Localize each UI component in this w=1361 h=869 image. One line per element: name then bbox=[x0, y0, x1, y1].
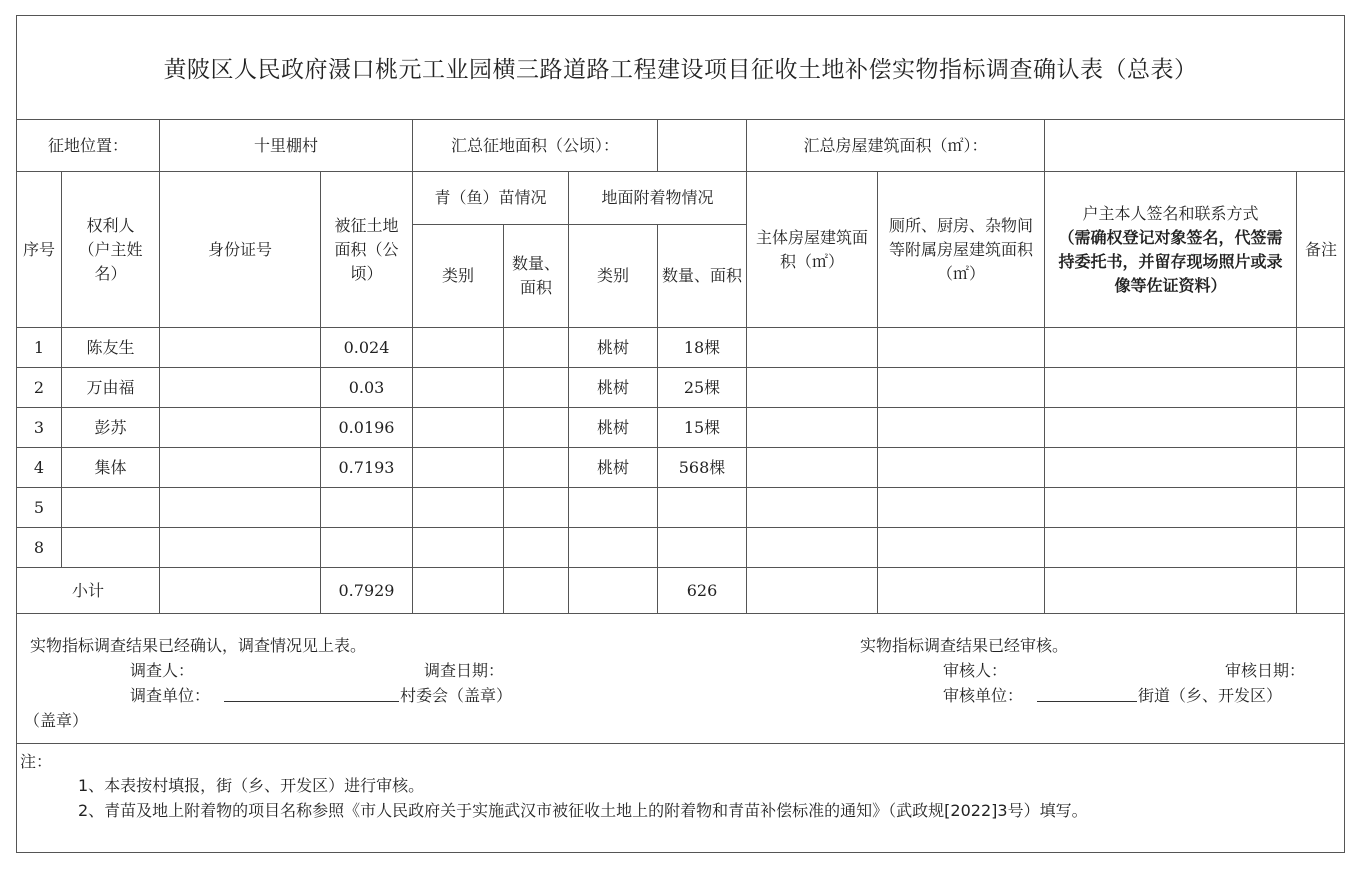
header-owner: 权利人（户主姓名） bbox=[62, 172, 160, 328]
row-remarks bbox=[1297, 528, 1345, 568]
subtotal-id bbox=[160, 568, 321, 614]
row-owner bbox=[62, 488, 160, 528]
surveyor-label: 调查人： bbox=[130, 661, 195, 680]
row-att-type bbox=[569, 488, 658, 528]
page-title: 黄陂区人民政府滠口桃元工业园横三路道路工程建设项目征收土地补偿实物指标调查确认表（总表） bbox=[17, 16, 1344, 120]
header-seed-category: 类别 bbox=[413, 225, 504, 328]
row-owner bbox=[62, 528, 160, 568]
survey-date-label: 调查日期： bbox=[424, 661, 505, 680]
location-label: 征地位置： bbox=[17, 120, 160, 172]
subtotal-seed-qty bbox=[504, 568, 569, 614]
subtotal-aux bbox=[878, 568, 1045, 614]
header-aux-house: 厕所、厨房、杂物间等附属房屋建筑面积（㎡） bbox=[878, 172, 1045, 328]
row-main-house bbox=[747, 368, 878, 408]
row-seed-cat bbox=[413, 408, 504, 448]
row-att-type: 桃树 bbox=[569, 448, 658, 488]
row-owner: 集体 bbox=[62, 448, 160, 488]
notes-divider bbox=[16, 743, 1345, 744]
row-main-house bbox=[747, 448, 878, 488]
row-remarks bbox=[1297, 488, 1345, 528]
row-id bbox=[160, 328, 321, 368]
header-id: 身份证号 bbox=[160, 172, 321, 328]
row-area: 0.0196 bbox=[321, 408, 413, 448]
street-seal: 街道（乡、开发区） bbox=[1138, 686, 1283, 705]
row-seed-qty bbox=[504, 368, 569, 408]
row-signature bbox=[1045, 408, 1297, 448]
row-signature bbox=[1045, 368, 1297, 408]
survey-unit-underline bbox=[224, 701, 399, 702]
row-seed-qty bbox=[504, 528, 569, 568]
row-signature bbox=[1045, 448, 1297, 488]
location-value: 十里棚村 bbox=[160, 120, 413, 172]
row-seed-qty bbox=[504, 408, 569, 448]
row-att-qty: 15棵 bbox=[658, 408, 747, 448]
row-aux-house bbox=[878, 448, 1045, 488]
row-seed-cat bbox=[413, 448, 504, 488]
row-id bbox=[160, 368, 321, 408]
subtotal-att-qty: 626 bbox=[658, 568, 747, 614]
row-main-house bbox=[747, 528, 878, 568]
village-seal: 村委会（盖章） bbox=[400, 686, 513, 705]
row-remarks bbox=[1297, 328, 1345, 368]
note-item-2: 2、青苗及地上附着物的项目名称参照《市人民政府关于实施武汉市被征收土地上的附着物和青苗补偿标准的通知》（武政规[2022]3号）填写。 bbox=[78, 801, 1088, 820]
row-id bbox=[160, 448, 321, 488]
row-seed-qty bbox=[504, 328, 569, 368]
header-seq: 序号 bbox=[17, 172, 62, 328]
signature-title: 户主本人签名和联系方式 bbox=[1082, 203, 1259, 223]
row-area: 0.7193 bbox=[321, 448, 413, 488]
row-seq: 1 bbox=[17, 328, 62, 368]
row-att-qty: 25棵 bbox=[658, 368, 747, 408]
row-signature bbox=[1045, 488, 1297, 528]
row-seq: 5 bbox=[17, 488, 62, 528]
row-remarks bbox=[1297, 448, 1345, 488]
row-id bbox=[160, 408, 321, 448]
review-statement: 实物指标调查结果已经审核。 bbox=[860, 636, 1069, 655]
row-seq: 2 bbox=[17, 368, 62, 408]
row-main-house bbox=[747, 488, 878, 528]
total-area-value bbox=[658, 120, 747, 172]
row-att-type bbox=[569, 528, 658, 568]
subtotal-main bbox=[747, 568, 878, 614]
row-remarks bbox=[1297, 368, 1345, 408]
row-seed-cat bbox=[413, 368, 504, 408]
header-att-category: 类别 bbox=[569, 225, 658, 328]
review-unit-label: 审核单位： bbox=[943, 686, 1024, 705]
total-building-label: 汇总房屋建筑面积（㎡）： bbox=[747, 120, 1045, 172]
row-signature bbox=[1045, 528, 1297, 568]
note-item-1: 1、本表按村填报，街（乡、开发区）进行审核。 bbox=[78, 776, 425, 795]
row-remarks bbox=[1297, 408, 1345, 448]
row-seed-cat bbox=[413, 328, 504, 368]
signature-note: （需确权登记对象签名，代签需持委托书，并留存现场照片或录像等佐证资料） bbox=[1058, 227, 1283, 295]
confirm-statement: 实物指标调查结果已经确认，调查情况见上表。 bbox=[30, 636, 367, 655]
row-att-qty bbox=[658, 488, 747, 528]
total-area-label: 汇总征地面积（公顷）： bbox=[413, 120, 658, 172]
subtotal-sign bbox=[1045, 568, 1297, 614]
row-owner: 彭苏 bbox=[62, 408, 160, 448]
survey-unit-label: 调查单位： bbox=[130, 686, 211, 705]
row-area bbox=[321, 528, 413, 568]
header-seedlings: 青（鱼）苗情况 bbox=[413, 172, 569, 225]
row-owner: 陈友生 bbox=[62, 328, 160, 368]
total-building-value bbox=[1045, 120, 1345, 172]
subtotal-remarks bbox=[1297, 568, 1345, 614]
notes-label: 注： bbox=[20, 752, 53, 771]
row-seq: 4 bbox=[17, 448, 62, 488]
row-seed-qty bbox=[504, 488, 569, 528]
row-att-type: 桃树 bbox=[569, 408, 658, 448]
row-main-house bbox=[747, 328, 878, 368]
review-date-label: 审核日期： bbox=[1225, 661, 1306, 680]
reviewer-label: 审核人： bbox=[943, 661, 1008, 680]
row-id bbox=[160, 488, 321, 528]
subtotal-label: 小计 bbox=[17, 568, 160, 614]
header-att-qty: 数量、面积 bbox=[658, 225, 747, 328]
row-aux-house bbox=[878, 528, 1045, 568]
row-area bbox=[321, 488, 413, 528]
row-att-qty bbox=[658, 528, 747, 568]
header-main-house: 主体房屋建筑面积（㎡） bbox=[747, 172, 878, 328]
row-seed-cat bbox=[413, 528, 504, 568]
row-owner: 万由福 bbox=[62, 368, 160, 408]
row-id bbox=[160, 528, 321, 568]
row-att-type: 桃树 bbox=[569, 368, 658, 408]
subtotal-att-cat bbox=[569, 568, 658, 614]
row-aux-house bbox=[878, 328, 1045, 368]
subtotal-area: 0.7929 bbox=[321, 568, 413, 614]
header-attachments: 地面附着物情况 bbox=[569, 172, 747, 225]
row-aux-house bbox=[878, 488, 1045, 528]
row-seed-qty bbox=[504, 448, 569, 488]
row-seq: 3 bbox=[17, 408, 62, 448]
seal-label: （盖章） bbox=[24, 711, 89, 730]
row-att-type: 桃树 bbox=[569, 328, 658, 368]
header-signature bbox=[1045, 172, 1297, 328]
row-att-qty: 18棵 bbox=[658, 328, 747, 368]
header-seed-qty: 数量、面积 bbox=[504, 225, 569, 328]
row-seq: 8 bbox=[17, 528, 62, 568]
row-signature bbox=[1045, 328, 1297, 368]
subtotal-seed-cat bbox=[413, 568, 504, 614]
row-area: 0.03 bbox=[321, 368, 413, 408]
review-unit-underline bbox=[1037, 701, 1137, 702]
row-aux-house bbox=[878, 368, 1045, 408]
row-seed-cat bbox=[413, 488, 504, 528]
row-att-qty: 568棵 bbox=[658, 448, 747, 488]
header-land-area: 被征土地面积（公顷） bbox=[321, 172, 413, 328]
row-area: 0.024 bbox=[321, 328, 413, 368]
header-remarks: 备注 bbox=[1297, 172, 1345, 328]
row-main-house bbox=[747, 408, 878, 448]
row-aux-house bbox=[878, 408, 1045, 448]
